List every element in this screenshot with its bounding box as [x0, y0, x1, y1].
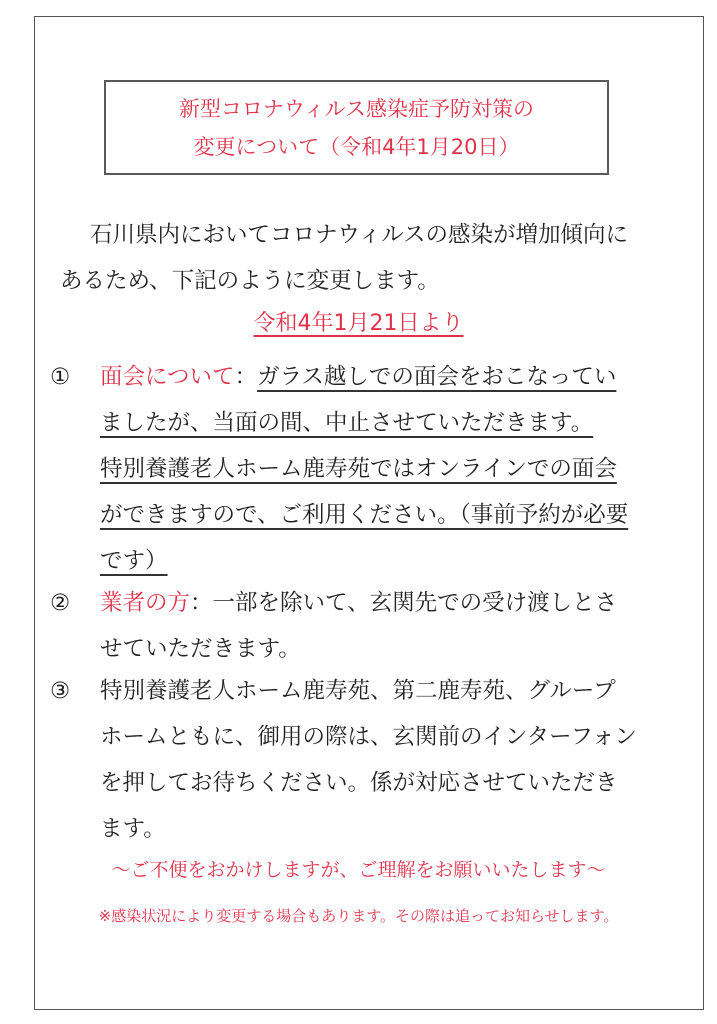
- item-line: 特別養護老人ホーム鹿寿苑、第二鹿寿苑、グループ: [100, 678, 616, 704]
- item-number: ②: [50, 590, 71, 616]
- effective-date-text: 令和4年1月21日より: [253, 311, 464, 336]
- item-body: [100, 354, 628, 584]
- item-separator: ：: [234, 364, 258, 390]
- item-line: ができますので、ご利用ください。（事前予約が必要: [100, 502, 629, 528]
- notice-title: [104, 80, 609, 175]
- item-line: を押してお待ちください。係が対応させていただき: [100, 770, 618, 796]
- closing-message: ～ご不便をおかけしますが、ご理解をお願いいたします～: [111, 859, 606, 881]
- title-line-2: 変更について（令和4年1月20日）: [193, 135, 520, 159]
- item-heading: 業者の方: [100, 590, 191, 616]
- item-separator: ：: [190, 590, 213, 616]
- item-number: ①: [50, 364, 71, 390]
- item-number: ③: [50, 678, 71, 704]
- item-text: ガラス越しでの面会をおこなってい: [257, 364, 617, 390]
- item-heading: 面会について: [100, 364, 235, 390]
- intro-line-1: 石川県内においてコロナウィルスの感染が増加傾向に: [90, 222, 628, 248]
- item-line: [100, 354, 628, 400]
- item-line: ましたが、当面の間、中止させていただきます。: [100, 410, 594, 436]
- item-text: 一部を除いて、玄関先での受け渡しとさ: [212, 590, 618, 616]
- item-body: [100, 580, 617, 672]
- item-line: です）: [100, 548, 168, 574]
- title-line-1: 新型コロナウィルス感染症予防対策の: [178, 97, 535, 121]
- item-line: 特別養護老人ホーム鹿寿苑ではオンラインでの面会: [100, 456, 617, 482]
- item-line: せていただきます。: [100, 636, 301, 662]
- intro-line-2: あるため、下記のように変更します。: [60, 268, 440, 294]
- item-line: ホームともに、御用の際は、玄関前のインターフォン: [100, 724, 637, 750]
- item-body: [100, 668, 637, 852]
- intro-paragraph: [60, 212, 700, 304]
- item-line: ます。: [100, 816, 166, 842]
- item-line: [100, 580, 617, 626]
- footnote: ※感染状況により変更する場合もあります。その際は追ってお知らせします。: [98, 907, 619, 925]
- effective-date: [0, 304, 717, 344]
